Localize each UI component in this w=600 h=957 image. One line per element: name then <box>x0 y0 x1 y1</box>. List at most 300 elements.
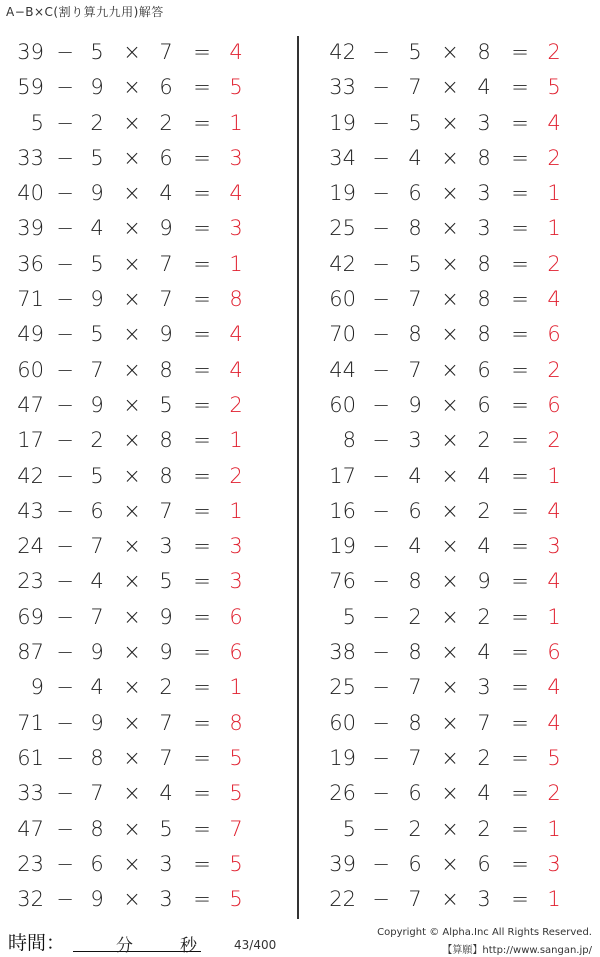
minus-sign: − <box>56 675 74 700</box>
answer: 5 <box>229 851 243 876</box>
times-sign: × <box>123 110 141 135</box>
minuend: 76 <box>329 569 356 594</box>
answer: 1 <box>547 216 561 241</box>
minuend: 23 <box>17 851 44 876</box>
answer: 2 <box>229 463 243 488</box>
equals-sign: = <box>511 322 529 347</box>
times-sign: × <box>123 816 141 841</box>
answer: 6 <box>547 392 561 417</box>
answer: 6 <box>229 604 243 629</box>
multiplier: 4 <box>477 534 491 559</box>
multiplicand: 7 <box>408 357 422 382</box>
answer: 2 <box>547 428 561 453</box>
minuend: 42 <box>17 463 44 488</box>
answer: 1 <box>229 498 243 523</box>
answer: 2 <box>547 251 561 276</box>
minus-sign: − <box>372 392 390 417</box>
multiplicand: 2 <box>90 110 104 135</box>
minus-sign: − <box>56 640 74 665</box>
multiplicand: 5 <box>408 40 422 64</box>
equals-sign: = <box>511 145 529 170</box>
answer: 2 <box>547 357 561 382</box>
multiplier: 4 <box>477 75 491 100</box>
problem-row <box>0 812 295 847</box>
minuend: 36 <box>17 251 44 276</box>
equals-sign: = <box>511 710 529 735</box>
times-sign: × <box>441 40 459 64</box>
times-sign: × <box>123 287 141 312</box>
answer: 2 <box>229 392 243 417</box>
minuend: 5 <box>342 604 356 629</box>
answer: 8 <box>229 710 243 735</box>
multiplicand: 2 <box>408 816 422 841</box>
times-sign: × <box>123 675 141 700</box>
multiplier: 7 <box>159 745 173 770</box>
multiplicand: 7 <box>408 675 422 700</box>
equals-sign: = <box>511 781 529 806</box>
equals-sign: = <box>193 887 211 912</box>
problem-row <box>318 176 600 211</box>
equals-sign: = <box>511 251 529 276</box>
multiplier: 4 <box>159 181 173 206</box>
copyright-notice: Copyright © Alpha.Inc All Rights Reserved. <box>377 927 592 938</box>
problem-row <box>318 812 600 847</box>
multiplier: 9 <box>159 216 173 241</box>
equals-sign: = <box>511 851 529 876</box>
multiplier: 5 <box>159 816 173 841</box>
multiplier: 2 <box>159 110 173 135</box>
equals-sign: = <box>193 816 211 841</box>
multiplier: 2 <box>477 816 491 841</box>
equals-sign: = <box>193 287 211 312</box>
minus-sign: − <box>56 569 74 594</box>
times-sign: × <box>441 498 459 523</box>
problem-row <box>318 282 600 317</box>
minuend: 60 <box>17 357 44 382</box>
minuend: 17 <box>329 463 356 488</box>
times-sign: × <box>441 110 459 135</box>
minutes-unit: 分 <box>116 936 133 956</box>
minuend: 42 <box>329 251 356 276</box>
problem-row <box>318 70 600 105</box>
minuend: 5 <box>342 816 356 841</box>
multiplier: 4 <box>477 640 491 665</box>
minus-sign: − <box>56 216 74 241</box>
equals-sign: = <box>511 745 529 770</box>
minus-sign: − <box>372 287 390 312</box>
answer: 4 <box>547 675 561 700</box>
minuend: 24 <box>17 534 44 559</box>
minuend: 26 <box>329 781 356 806</box>
answer: 5 <box>547 75 561 100</box>
minus-sign: − <box>56 745 74 770</box>
problem-row <box>318 600 600 635</box>
answer: 3 <box>547 534 561 559</box>
problem-row <box>318 106 600 141</box>
minus-sign: − <box>372 322 390 347</box>
multiplier: 8 <box>477 322 491 347</box>
minuend: 87 <box>17 640 44 665</box>
multiplicand: 5 <box>408 251 422 276</box>
multiplicand: 7 <box>408 287 422 312</box>
times-sign: × <box>441 322 459 347</box>
minus-sign: − <box>56 392 74 417</box>
multiplier: 4 <box>477 463 491 488</box>
times-sign: × <box>123 534 141 559</box>
multiplicand: 8 <box>408 322 422 347</box>
equals-sign: = <box>193 145 211 170</box>
minuend: 43 <box>17 498 44 523</box>
times-sign: × <box>441 745 459 770</box>
multiplicand: 8 <box>90 816 104 841</box>
multiplicand: 9 <box>90 392 104 417</box>
times-sign: × <box>123 640 141 665</box>
minuend: 19 <box>329 181 356 206</box>
multiplicand: 9 <box>90 710 104 735</box>
multiplier: 2 <box>477 428 491 453</box>
equals-sign: = <box>511 110 529 135</box>
multiplicand: 5 <box>90 463 104 488</box>
answer: 5 <box>547 745 561 770</box>
times-sign: × <box>123 463 141 488</box>
answer: 1 <box>229 251 243 276</box>
minuend: 32 <box>17 887 44 912</box>
times-sign: × <box>123 181 141 206</box>
answer: 6 <box>547 640 561 665</box>
multiplicand: 7 <box>408 745 422 770</box>
equals-sign: = <box>193 534 211 559</box>
minuend: 44 <box>329 357 356 382</box>
times-sign: × <box>441 887 459 912</box>
multiplicand: 4 <box>408 534 422 559</box>
minus-sign: − <box>372 816 390 841</box>
problem-row <box>318 529 600 564</box>
site-url: 【算願】http://www.sangan.jp/ <box>442 945 592 956</box>
answer: 4 <box>229 181 243 206</box>
answer: 3 <box>229 145 243 170</box>
times-sign: × <box>123 40 141 64</box>
column-divider <box>297 36 299 919</box>
times-sign: × <box>441 75 459 100</box>
minuend: 16 <box>329 498 356 523</box>
multiplier: 2 <box>159 675 173 700</box>
problem-row <box>318 847 600 882</box>
multiplicand: 7 <box>90 604 104 629</box>
equals-sign: = <box>193 781 211 806</box>
minuend: 23 <box>17 569 44 594</box>
minus-sign: − <box>372 604 390 629</box>
equals-sign: = <box>193 216 211 241</box>
multiplicand: 4 <box>408 463 422 488</box>
multiplicand: 4 <box>90 569 104 594</box>
minuend: 25 <box>329 216 356 241</box>
minus-sign: − <box>56 287 74 312</box>
answer: 1 <box>547 604 561 629</box>
multiplier: 2 <box>477 498 491 523</box>
multiplicand: 9 <box>90 640 104 665</box>
equals-sign: = <box>193 428 211 453</box>
minus-sign: − <box>372 851 390 876</box>
multiplier: 3 <box>159 851 173 876</box>
times-sign: × <box>123 357 141 382</box>
minuend: 9 <box>30 675 44 700</box>
equals-sign: = <box>193 745 211 770</box>
minuend: 59 <box>17 75 44 100</box>
multiplier: 6 <box>159 75 173 100</box>
minus-sign: − <box>56 710 74 735</box>
times-sign: × <box>123 604 141 629</box>
equals-sign: = <box>511 428 529 453</box>
answer: 4 <box>547 287 561 312</box>
minus-sign: − <box>56 498 74 523</box>
multiplier: 9 <box>477 569 491 594</box>
equals-sign: = <box>511 181 529 206</box>
minuend: 49 <box>17 322 44 347</box>
problem-row <box>0 388 295 423</box>
minuend: 33 <box>329 75 356 100</box>
problem-row <box>0 529 295 564</box>
problem-row <box>318 741 600 776</box>
minus-sign: − <box>372 463 390 488</box>
minus-sign: − <box>56 181 74 206</box>
minus-sign: − <box>372 534 390 559</box>
times-sign: × <box>441 851 459 876</box>
minuend: 39 <box>17 216 44 241</box>
equals-sign: = <box>193 604 211 629</box>
minuend: 19 <box>329 110 356 135</box>
multiplicand: 6 <box>90 498 104 523</box>
equals-sign: = <box>511 816 529 841</box>
minuend: 19 <box>329 534 356 559</box>
multiplicand: 8 <box>408 710 422 735</box>
equals-sign: = <box>511 216 529 241</box>
problem-row <box>0 317 295 352</box>
multiplicand: 8 <box>408 569 422 594</box>
multiplicand: 4 <box>90 675 104 700</box>
equals-sign: = <box>511 357 529 382</box>
times-sign: × <box>441 816 459 841</box>
multiplier: 7 <box>159 40 173 64</box>
minuend: 39 <box>329 851 356 876</box>
answer: 4 <box>229 40 243 64</box>
multiplier: 3 <box>159 534 173 559</box>
problem-row <box>318 670 600 705</box>
answer: 3 <box>229 216 243 241</box>
multiplier: 2 <box>477 745 491 770</box>
times-sign: × <box>123 145 141 170</box>
equals-sign: = <box>511 498 529 523</box>
times-sign: × <box>123 569 141 594</box>
times-sign: × <box>441 640 459 665</box>
answer: 5 <box>229 75 243 100</box>
problem-row <box>318 317 600 352</box>
answer: 1 <box>229 428 243 453</box>
times-sign: × <box>441 216 459 241</box>
multiplicand: 2 <box>408 604 422 629</box>
worksheet-title: A−B×C(割り算九九用)解答 <box>6 5 164 19</box>
times-sign: × <box>123 251 141 276</box>
minuend: 70 <box>329 322 356 347</box>
problem-row <box>0 847 295 882</box>
problem-row <box>318 247 600 282</box>
times-sign: × <box>123 498 141 523</box>
multiplicand: 9 <box>90 181 104 206</box>
times-sign: × <box>123 75 141 100</box>
multiplier: 9 <box>159 604 173 629</box>
times-sign: × <box>441 710 459 735</box>
times-sign: × <box>441 145 459 170</box>
equals-sign: = <box>511 569 529 594</box>
minus-sign: − <box>372 75 390 100</box>
page-number: 43/400 <box>234 938 277 952</box>
minus-sign: − <box>372 710 390 735</box>
multiplier: 5 <box>159 392 173 417</box>
multiplicand: 6 <box>408 181 422 206</box>
answer: 8 <box>229 287 243 312</box>
times-sign: × <box>123 216 141 241</box>
answer: 4 <box>229 357 243 382</box>
equals-sign: = <box>193 181 211 206</box>
multiplier: 8 <box>159 357 173 382</box>
left-problem-column <box>0 35 295 917</box>
problem-row <box>0 776 295 811</box>
minuend: 47 <box>17 816 44 841</box>
problem-row <box>0 176 295 211</box>
times-sign: × <box>441 287 459 312</box>
answer: 1 <box>547 816 561 841</box>
problem-row <box>0 423 295 458</box>
multiplier: 3 <box>477 216 491 241</box>
answer: 5 <box>229 887 243 912</box>
equals-sign: = <box>193 40 211 64</box>
answer: 4 <box>547 498 561 523</box>
minus-sign: − <box>56 851 74 876</box>
multiplicand: 9 <box>408 392 422 417</box>
minus-sign: − <box>372 428 390 453</box>
multiplicand: 9 <box>90 287 104 312</box>
multiplicand: 9 <box>90 75 104 100</box>
answer: 1 <box>229 110 243 135</box>
multiplicand: 9 <box>90 887 104 912</box>
minuend: 25 <box>329 675 356 700</box>
problem-row <box>0 70 295 105</box>
multiplicand: 8 <box>90 745 104 770</box>
minuend: 60 <box>329 287 356 312</box>
times-sign: × <box>441 181 459 206</box>
minus-sign: − <box>56 40 74 64</box>
answer: 3 <box>547 851 561 876</box>
problem-row <box>0 741 295 776</box>
multiplier: 8 <box>477 40 491 64</box>
multiplier: 6 <box>477 357 491 382</box>
times-sign: × <box>441 251 459 276</box>
minus-sign: − <box>372 181 390 206</box>
multiplier: 7 <box>159 251 173 276</box>
minus-sign: − <box>372 498 390 523</box>
problem-row <box>0 247 295 282</box>
times-sign: × <box>441 428 459 453</box>
equals-sign: = <box>511 392 529 417</box>
problem-row <box>0 670 295 705</box>
multiplicand: 7 <box>90 781 104 806</box>
multiplier: 5 <box>159 569 173 594</box>
minuend: 39 <box>17 40 44 64</box>
equals-sign: = <box>193 675 211 700</box>
multiplicand: 5 <box>90 322 104 347</box>
equals-sign: = <box>511 40 529 64</box>
multiplicand: 5 <box>408 110 422 135</box>
times-sign: × <box>441 569 459 594</box>
times-sign: × <box>441 604 459 629</box>
minus-sign: − <box>372 40 390 64</box>
multiplier: 3 <box>159 887 173 912</box>
minus-sign: − <box>56 463 74 488</box>
minuend: 33 <box>17 781 44 806</box>
times-sign: × <box>123 428 141 453</box>
multiplier: 7 <box>477 710 491 735</box>
times-sign: × <box>441 463 459 488</box>
seconds-unit: 秒 <box>180 936 197 956</box>
problem-row <box>0 494 295 529</box>
equals-sign: = <box>511 675 529 700</box>
minuend: 22 <box>329 887 356 912</box>
multiplicand: 6 <box>90 851 104 876</box>
minus-sign: − <box>56 322 74 347</box>
minuend: 8 <box>342 428 356 453</box>
multiplier: 3 <box>477 110 491 135</box>
answer: 3 <box>229 569 243 594</box>
minuend: 61 <box>17 745 44 770</box>
multiplicand: 8 <box>408 216 422 241</box>
minus-sign: − <box>56 534 74 559</box>
answer: 6 <box>547 322 561 347</box>
problem-row <box>318 776 600 811</box>
multiplicand: 6 <box>408 498 422 523</box>
multiplier: 6 <box>477 851 491 876</box>
equals-sign: = <box>193 463 211 488</box>
times-sign: × <box>441 392 459 417</box>
minus-sign: − <box>56 110 74 135</box>
equals-sign: = <box>511 534 529 559</box>
time-label: 時間： <box>8 932 66 954</box>
answer: 2 <box>547 145 561 170</box>
multiplicand: 6 <box>408 781 422 806</box>
multiplicand: 4 <box>408 145 422 170</box>
times-sign: × <box>123 887 141 912</box>
minus-sign: − <box>372 216 390 241</box>
minuend: 69 <box>17 604 44 629</box>
times-sign: × <box>123 781 141 806</box>
multiplier: 7 <box>159 498 173 523</box>
multiplicand: 5 <box>90 145 104 170</box>
minus-sign: − <box>56 428 74 453</box>
multiplier: 8 <box>477 145 491 170</box>
multiplicand: 6 <box>408 851 422 876</box>
answer: 3 <box>229 534 243 559</box>
times-sign: × <box>441 675 459 700</box>
minus-sign: − <box>372 569 390 594</box>
answer: 1 <box>547 887 561 912</box>
problem-row <box>318 388 600 423</box>
problem-row <box>318 353 600 388</box>
multiplier: 2 <box>477 604 491 629</box>
minus-sign: − <box>372 251 390 276</box>
answer: 4 <box>547 569 561 594</box>
problem-row <box>318 564 600 599</box>
minuend: 42 <box>329 40 356 64</box>
problem-row <box>318 635 600 670</box>
problem-row <box>318 882 600 917</box>
